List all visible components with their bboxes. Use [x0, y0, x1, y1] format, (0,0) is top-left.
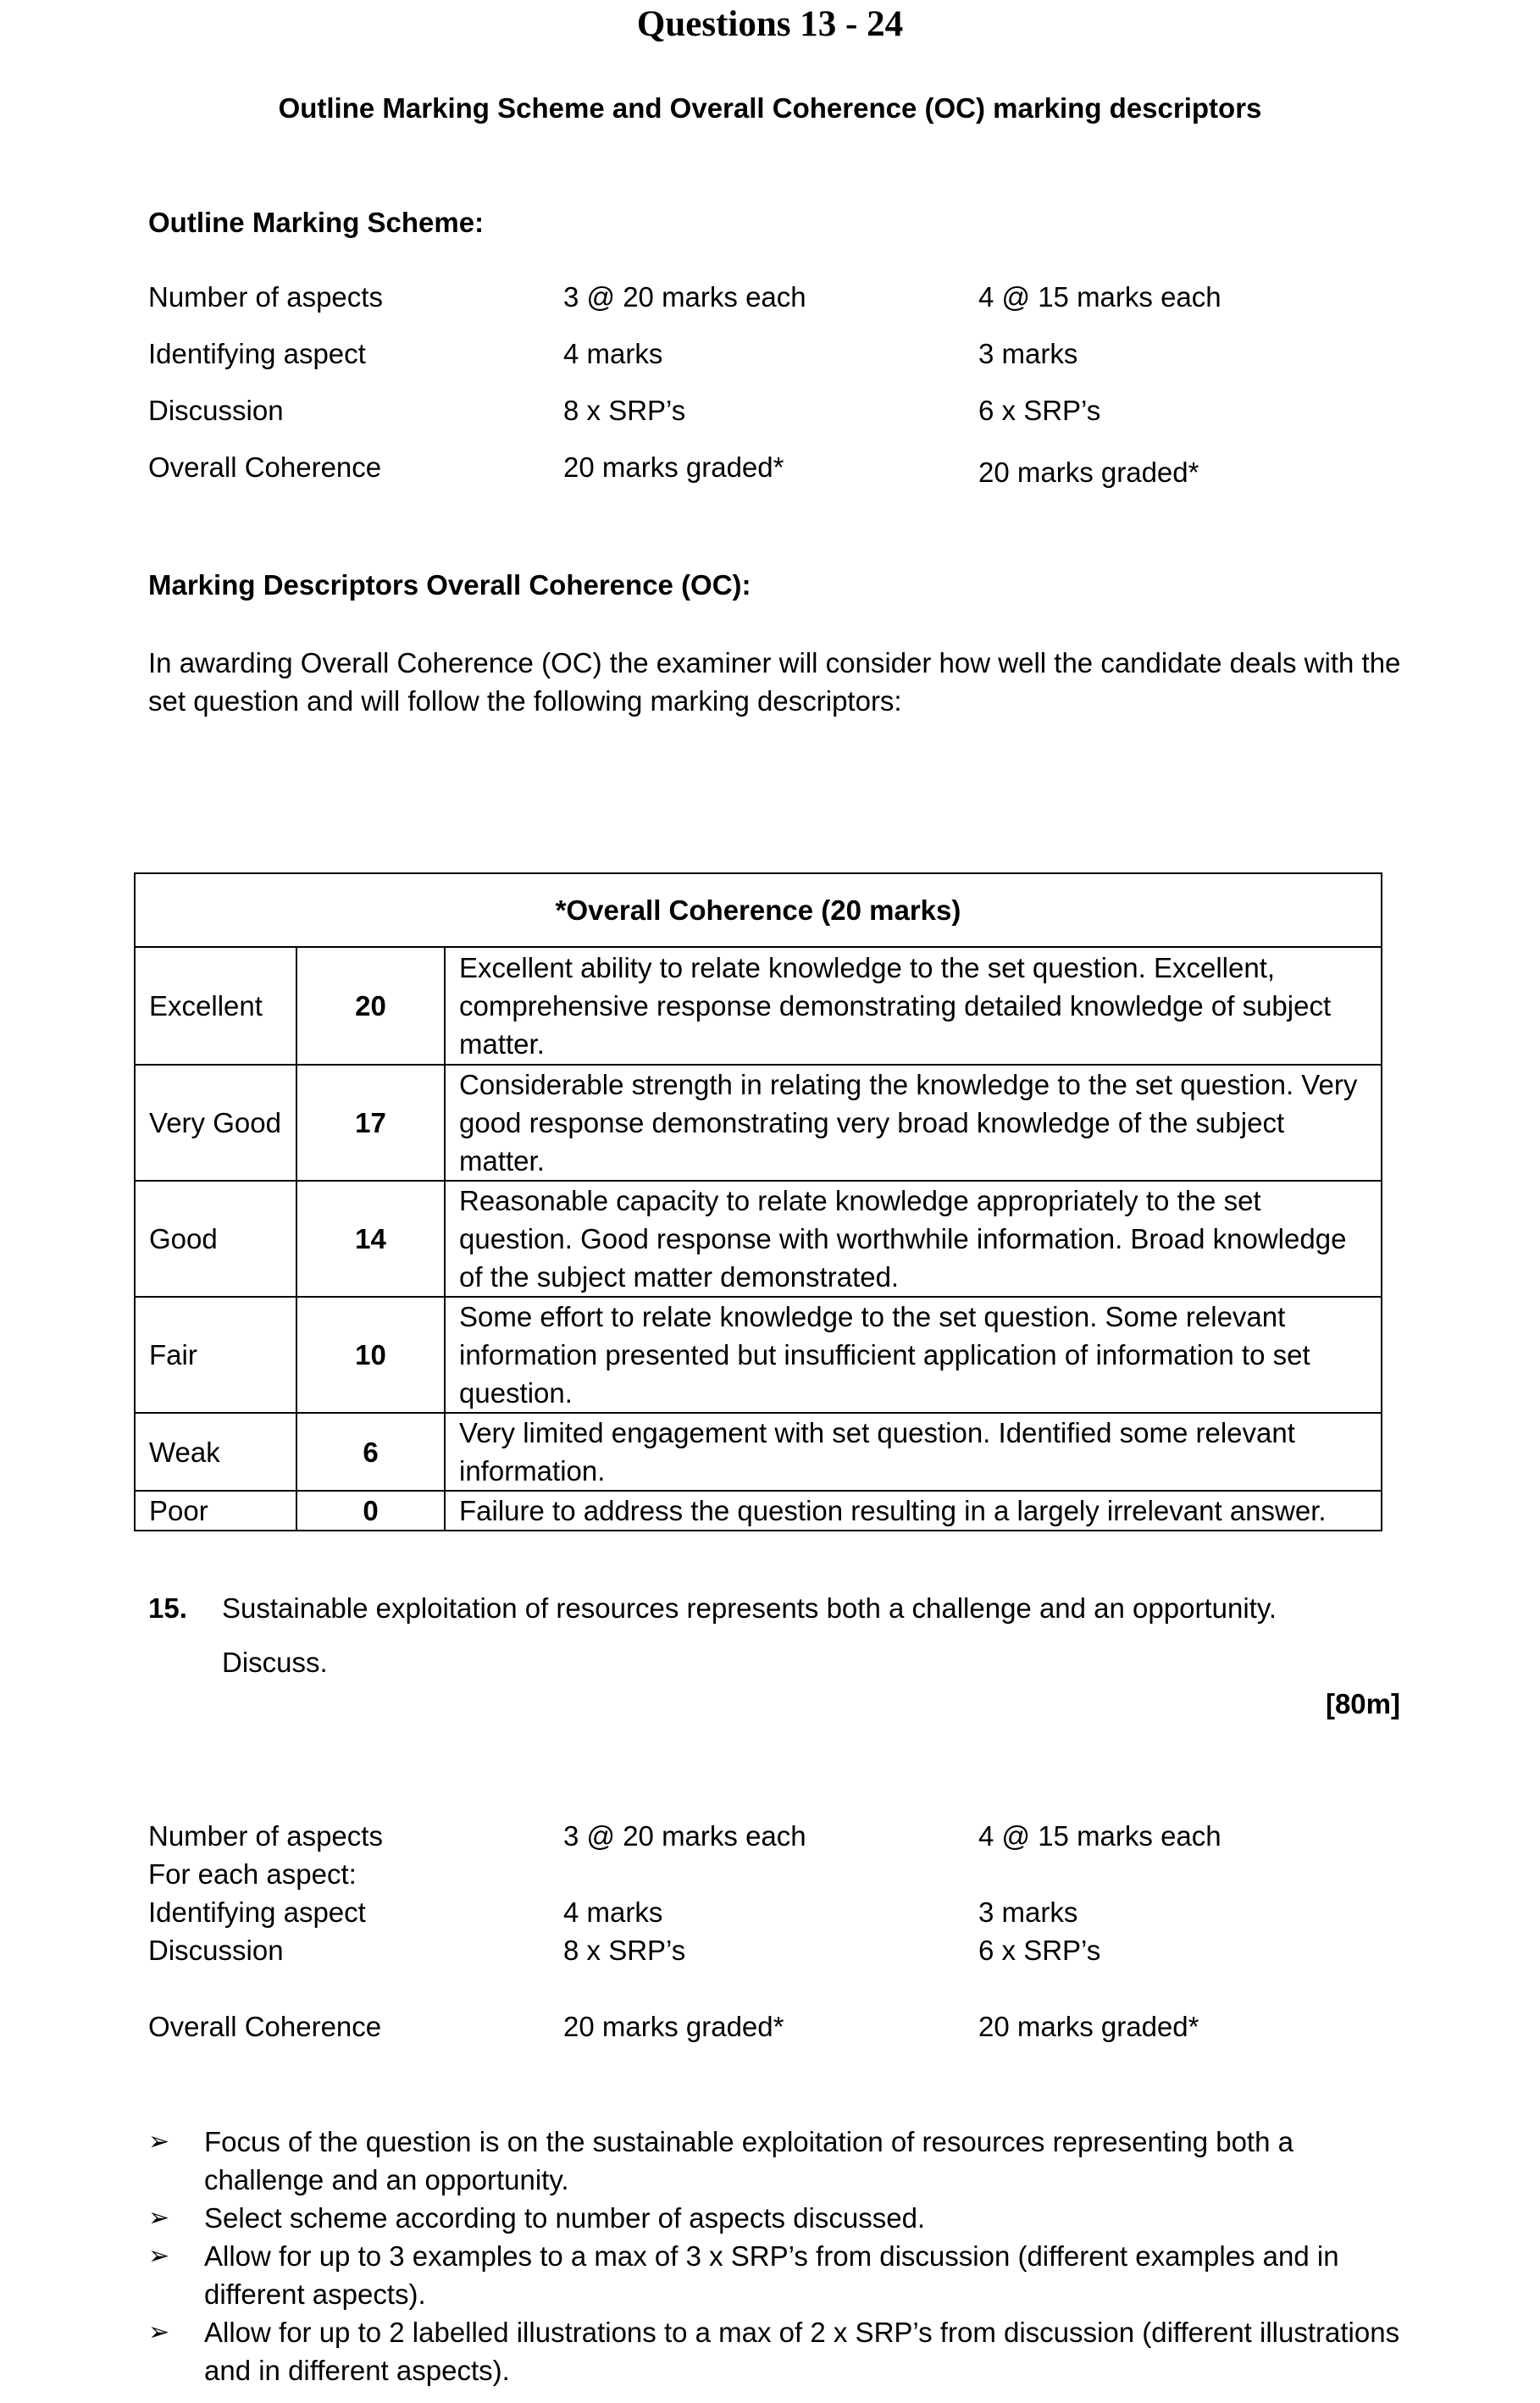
outline-row [148, 278, 1402, 316]
page-title: Questions 13 - 24 [636, 4, 904, 44]
outline-label: Discussion [148, 395, 284, 426]
scheme-label: Identifying aspect [148, 1896, 366, 1928]
outline-label: Number of aspects [148, 281, 383, 313]
outline-value-4-aspects: 4 @ 15 marks each [978, 281, 1221, 313]
outline-heading: Outline Marking Scheme: [148, 207, 485, 238]
scheme-value-3-aspects: 4 marks [563, 1896, 663, 1928]
list-item-text: Select scheme according to number of aspects discussed. [204, 2202, 926, 2234]
oc-score: 14 [296, 1181, 445, 1297]
scheme-value-4-aspects: 6 x SRP’s [978, 1935, 1101, 1966]
descriptors-heading: Marking Descriptors Overall Coherence (OC): [148, 569, 751, 601]
question-number: 15. [148, 1592, 187, 1624]
list-item [148, 2199, 1419, 2237]
scheme-value-4-aspects: 20 marks graded* [978, 2011, 1199, 2042]
scheme-value-3-aspects: 20 marks graded* [563, 2011, 784, 2042]
outline-label: Overall Coherence [148, 451, 382, 483]
table-row [135, 1491, 1382, 1531]
outline-value-3-aspects: 8 x SRP’s [563, 395, 686, 426]
outline-row [148, 448, 1402, 486]
oc-grade: Weak [135, 1413, 296, 1491]
oc-grade: Excellent [135, 947, 296, 1065]
scheme-value-3-aspects: 8 x SRP’s [563, 1935, 686, 1966]
list-item [148, 2313, 1419, 2389]
scheme-value-3-aspects: 3 @ 20 marks each [563, 1820, 806, 1852]
oc-description: Some effort to relate knowledge to the set question. Some relevant information presented but insufficient application of information to set question. [445, 1297, 1382, 1413]
list-item-text: Focus of the question is on the sustainable exploitation of resources representing both a challenge and an opportunity. [204, 2126, 1293, 2195]
arrow-bullet-icon: ➢ [148, 2204, 170, 2232]
scheme-label: For each aspect: [148, 1858, 357, 1890]
scheme-value-4-aspects: 3 marks [978, 1896, 1078, 1928]
list-item-text: Allow for up to 3 examples to a max of 3 x SRP’s from discussion (different examples and in different aspects). [204, 2240, 1339, 2310]
question-marks: [80m] [1325, 1688, 1400, 1719]
outline-value-4-aspects: 6 x SRP’s [978, 395, 1101, 426]
oc-score: 17 [296, 1065, 445, 1181]
outline-row [148, 335, 1402, 373]
scheme-row [148, 1855, 1402, 1893]
oc-description: Reasonable capacity to relate knowledge appropriately to the set question. Good response with worthwhile information. Broad knowledge of the subject matter demonstrated. [445, 1181, 1382, 1297]
scheme-label: Discussion [148, 1935, 284, 1966]
oc-score: 10 [296, 1297, 445, 1413]
scheme-row [148, 1817, 1402, 1855]
oc-grade: Very Good [135, 1065, 296, 1181]
outline-value-3-aspects: 20 marks graded* [563, 451, 784, 483]
oc-description: Failure to address the question resulting in a largely irrelevant answer. [445, 1491, 1382, 1531]
arrow-bullet-icon: ➢ [148, 2242, 170, 2270]
table-row [135, 947, 1382, 1065]
outline-label: Identifying aspect [148, 338, 366, 369]
question-text: Sustainable exploitation of resources represents both a challenge and an opportunity. [222, 1592, 1277, 1624]
list-item [148, 2123, 1419, 2199]
descriptors-intro: In awarding Overall Coherence (OC) the examiner will consider how well the candidate deals with the set question and will follow the following marking descriptors: [148, 647, 1401, 717]
scheme-value-4-aspects: 4 @ 15 marks each [978, 1820, 1221, 1852]
scheme-row [148, 1931, 1402, 1969]
outline-value-3-aspects: 3 @ 20 marks each [563, 281, 806, 313]
outline-value-4-aspects: 3 marks [978, 338, 1078, 369]
oc-score: 20 [296, 947, 445, 1065]
table-row [135, 1297, 1382, 1413]
oc-grade: Poor [135, 1491, 296, 1531]
arrow-bullet-icon: ➢ [148, 2128, 170, 2156]
scheme-row [148, 2007, 1402, 2046]
oc-description: Excellent ability to relate knowledge to the set question. Excellent, comprehensive response demonstrating detailed knowledge of subject matter. [445, 947, 1382, 1065]
oc-score: 6 [296, 1413, 445, 1491]
oc-table-header-row [135, 873, 1382, 947]
oc-description: Very limited engagement with set question. Identified some relevant information. [445, 1413, 1382, 1491]
outline-row [148, 391, 1402, 429]
scheme-label: Overall Coherence [148, 2011, 382, 2042]
oc-score: 0 [296, 1491, 445, 1531]
scheme-row [148, 1893, 1402, 1931]
oc-description: Considerable strength in relating the knowledge to the set question. Very good response demonstrating very broad knowledge of the subject matter. [445, 1065, 1382, 1181]
oc-grade: Fair [135, 1297, 296, 1413]
table-row [135, 1181, 1382, 1297]
outline-value-4-aspects: 20 marks graded* [978, 457, 1199, 488]
page-subtitle: Outline Marking Scheme and Overall Coherence (OC) marking descriptors [278, 92, 1262, 124]
overall-coherence-table [134, 872, 1382, 1531]
outline-value-3-aspects: 4 marks [563, 338, 663, 369]
oc-grade: Good [135, 1181, 296, 1297]
oc-table-header: *Overall Coherence (20 marks) [135, 873, 1382, 947]
question-instruction: Discuss. [222, 1647, 328, 1678]
marking-notes-list [148, 2123, 1419, 2389]
table-row [135, 1065, 1382, 1181]
scheme-label: Number of aspects [148, 1820, 383, 1852]
list-item-text: Allow for up to 2 labelled illustrations to a max of 2 x SRP’s from discussion (different illustrations and in different aspects). [204, 2317, 1400, 2386]
arrow-bullet-icon: ➢ [148, 2318, 170, 2346]
list-item [148, 2237, 1419, 2313]
table-row [135, 1413, 1382, 1491]
